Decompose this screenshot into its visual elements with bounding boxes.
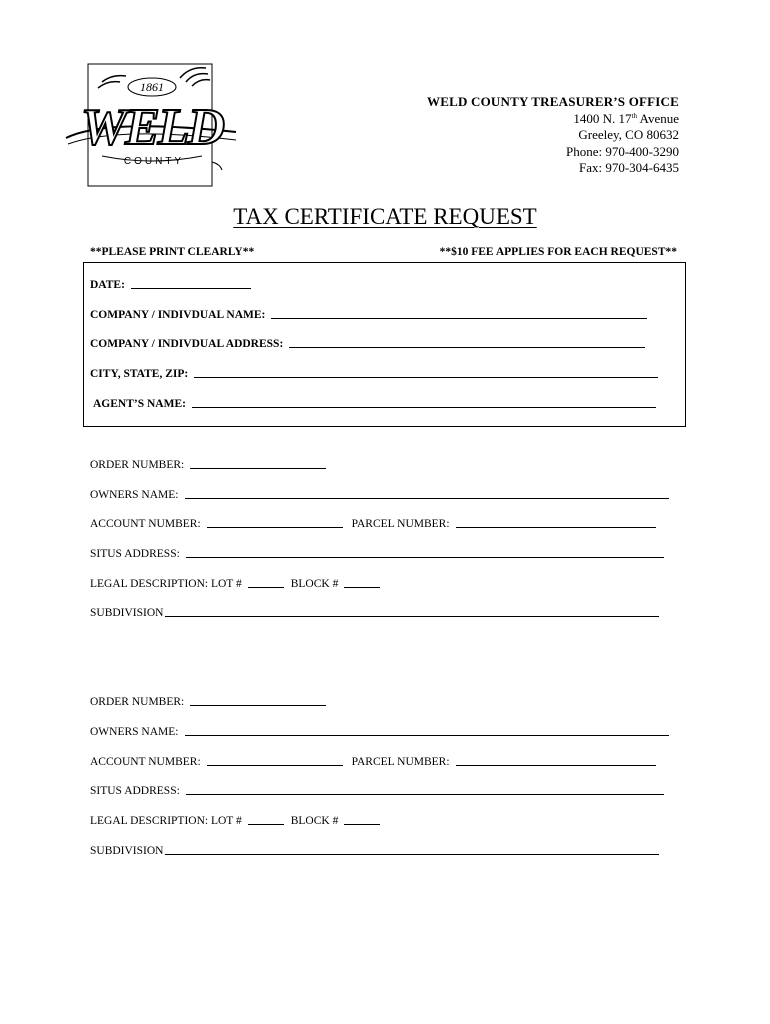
company-name-label: COMPANY / INDIVDUAL NAME: (90, 309, 266, 321)
order-2-order-number-row (90, 696, 326, 708)
company-address-label: COMPANY / INDIVDUAL ADDRESS: (90, 338, 284, 350)
order-2-legal-row (90, 815, 380, 827)
city-state-zip-row (90, 368, 658, 380)
lot-field[interactable] (248, 823, 284, 825)
legal-lot-label: LEGAL DESCRIPTION: LOT # (90, 578, 242, 590)
situs-address-field[interactable] (186, 556, 664, 558)
parcel-number-label: PARCEL NUMBER: (351, 756, 450, 768)
account-number-field[interactable] (207, 764, 343, 766)
order-2-situs-address-row (90, 785, 664, 797)
logo-graphic (62, 60, 244, 190)
company-name-row (90, 309, 647, 321)
city-state-zip-label: CITY, STATE, ZIP: (90, 368, 189, 380)
office-address (427, 111, 679, 128)
office-city: Greeley, CO 80632 (578, 127, 679, 142)
office-name: WELD COUNTY TREASURER’S OFFICE (427, 94, 679, 109)
subdivision-label: SUBDIVISION (90, 845, 164, 857)
parcel-number-label: PARCEL NUMBER: (351, 518, 450, 530)
logo-name: WELD (80, 99, 224, 156)
subdivision-field[interactable] (165, 853, 659, 855)
city-state-zip-field[interactable] (194, 376, 658, 378)
date-label: DATE: (90, 279, 125, 291)
order-number-label: ORDER NUMBER: (90, 459, 185, 471)
office-fax: Fax: 970-304-6435 (578, 160, 679, 175)
address-number: 1400 N. 17 (573, 110, 632, 126)
subdivision-field[interactable] (165, 615, 659, 617)
order-1-order-number-row (90, 459, 326, 471)
address-suffix: th (631, 111, 637, 120)
office-info (427, 94, 679, 177)
order-1-account-parcel-row (90, 518, 656, 530)
owners-name-field[interactable] (185, 734, 669, 736)
order-2-subdivision-row (90, 845, 659, 857)
office-phone: Phone: 970-400-3290 (565, 143, 679, 159)
account-number-label: ACCOUNT NUMBER: (90, 518, 201, 530)
weld-county-logo (62, 60, 244, 190)
company-address-field[interactable] (289, 346, 645, 348)
block-label: BLOCK # (290, 578, 339, 590)
order-number-label: ORDER NUMBER: (90, 696, 185, 708)
date-row (90, 279, 251, 291)
legal-lot-label: LEGAL DESCRIPTION: LOT # (90, 815, 242, 827)
address-street: Avenue (637, 110, 679, 126)
account-number-label: ACCOUNT NUMBER: (90, 756, 201, 768)
parcel-number-field[interactable] (456, 526, 656, 528)
logo-sub: COUNTY (123, 156, 185, 167)
agent-name-field[interactable] (192, 406, 656, 408)
order-1-owners-name-row (90, 489, 669, 501)
situs-address-label: SITUS ADDRESS: (90, 785, 180, 797)
company-address-row (90, 338, 645, 350)
date-field[interactable] (131, 287, 251, 289)
order-2-account-parcel-row (90, 756, 656, 768)
order-1-subdivision-row (90, 607, 659, 619)
owners-name-field[interactable] (185, 497, 669, 499)
company-name-field[interactable] (271, 317, 647, 319)
agent-name-label: AGENT’S NAME: (93, 398, 186, 410)
owners-name-label: OWNERS NAME: (90, 726, 179, 738)
account-number-field[interactable] (207, 526, 343, 528)
order-2-owners-name-row (90, 726, 669, 738)
order-number-field[interactable] (190, 467, 326, 469)
lot-field[interactable] (248, 586, 284, 588)
situs-address-label: SITUS ADDRESS: (90, 548, 180, 560)
situs-address-field[interactable] (186, 793, 664, 795)
parcel-number-field[interactable] (456, 764, 656, 766)
logo-year: 1861 (140, 80, 164, 94)
fee-notice: **$10 FEE APPLIES FOR EACH REQUEST** (439, 246, 677, 258)
block-label: BLOCK # (290, 815, 339, 827)
block-field[interactable] (344, 586, 380, 588)
block-field[interactable] (344, 823, 380, 825)
order-number-field[interactable] (190, 704, 326, 706)
agent-name-row (93, 398, 656, 410)
order-1-legal-row (90, 578, 380, 590)
owners-name-label: OWNERS NAME: (90, 489, 179, 501)
print-clearly-notice: **PLEASE PRINT CLEARLY** (90, 246, 255, 258)
order-1-situs-address-row (90, 548, 664, 560)
subdivision-label: SUBDIVISION (90, 607, 164, 619)
page-title: TAX CERTIFICATE REQUEST (233, 204, 537, 229)
